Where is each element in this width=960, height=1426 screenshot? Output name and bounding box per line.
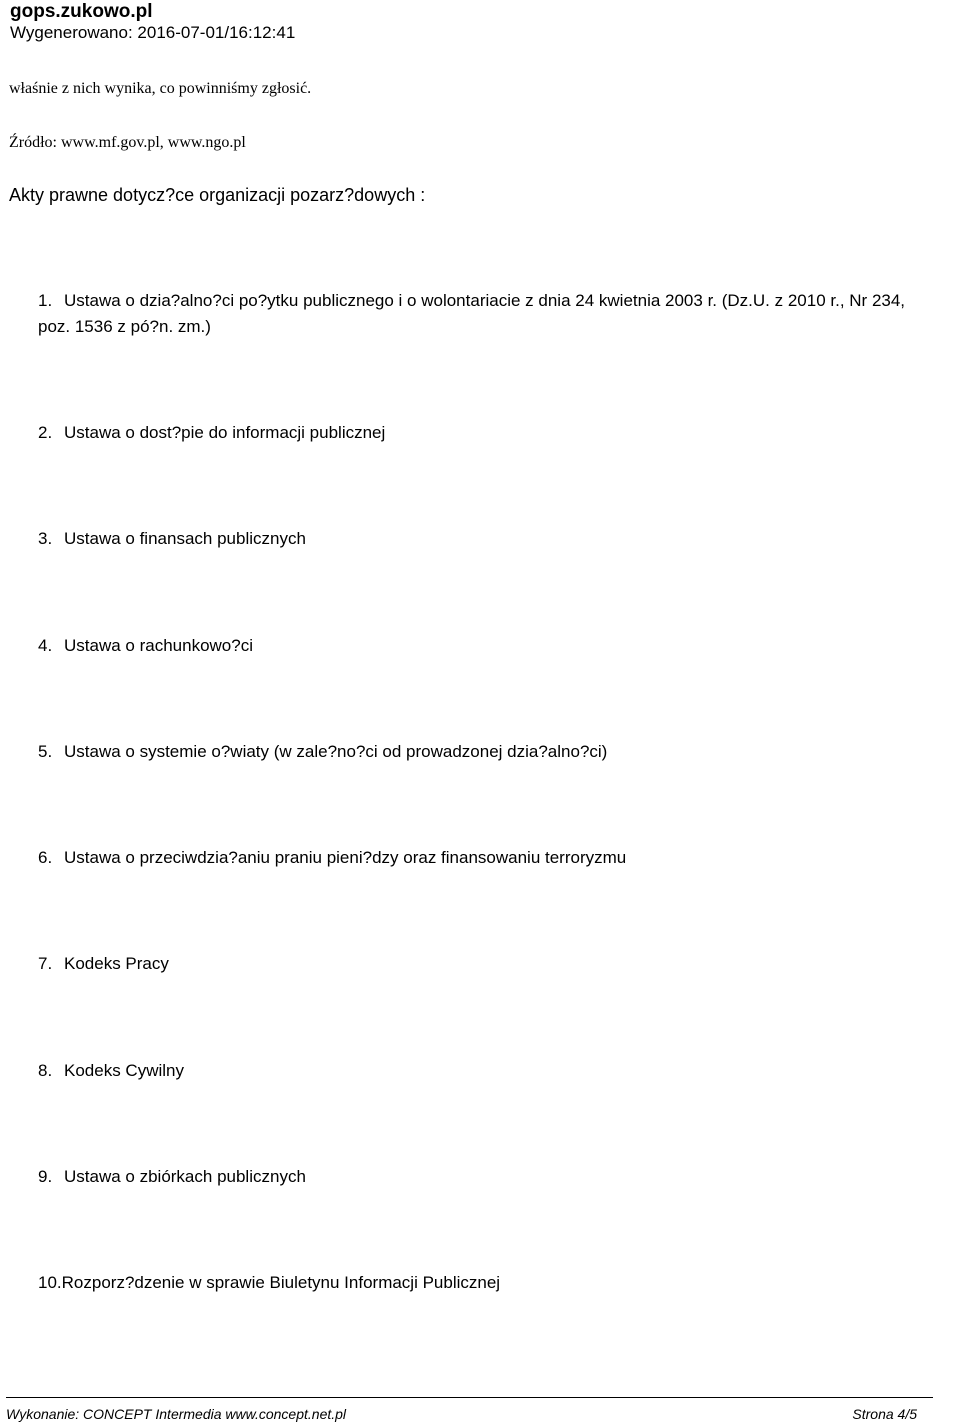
list-item xyxy=(38,526,306,552)
list-item-text: Ustawa o systemie o?wiaty (w zale?no?ci od prowadzonej dzia?alno?ci) xyxy=(64,742,608,761)
list-item xyxy=(38,951,169,977)
list-item xyxy=(38,1270,500,1296)
list-item-number: 5. xyxy=(38,742,53,761)
list-item-text: Ustawa o finansach publicznych xyxy=(64,529,306,548)
list-item-number: 1. xyxy=(38,291,53,310)
list-item xyxy=(38,288,918,340)
list-item-number: 8. xyxy=(38,1061,53,1080)
list-item-number: 9. xyxy=(38,1167,53,1186)
site-title: gops.zukowo.pl xyxy=(10,1,153,22)
list-item-number: 4. xyxy=(38,636,53,655)
generated-timestamp: Wygenerowano: 2016-07-01/16:12:41 xyxy=(10,23,296,42)
list-item-text: Ustawa o dzia?alno?ci po?ytku publicznego i o wolontariacie z dnia 24 kwietnia 2003 r. (Dz.U. z 2010 r., Nr 234, poz. 1536 z pó?n. zm.) xyxy=(38,291,906,336)
list-item-text: Ustawa o przeciwdzia?aniu praniu pieni?dzy oraz finansowaniu terroryzmu xyxy=(64,848,627,867)
list-item-number: 10. xyxy=(38,1273,62,1292)
list-item-number: 3. xyxy=(38,529,53,548)
list-item xyxy=(38,1058,184,1084)
page-number: Strona 4/5 xyxy=(852,1406,917,1422)
list-item xyxy=(38,420,385,446)
section-heading: Akty prawne dotycz?ce organizacji pozarz?dowych : xyxy=(9,185,426,205)
list-item xyxy=(38,633,253,659)
list-item-text: Ustawa o dost?pie do informacji publicznej xyxy=(64,423,386,442)
footer-credits: Wykonanie: CONCEPT Intermedia www.concept.net.pl xyxy=(6,1406,347,1422)
list-item-number: 6. xyxy=(38,848,53,867)
list-item-text: Kodeks Cywilny xyxy=(64,1061,184,1080)
list-item xyxy=(38,1164,306,1190)
list-item-text: Rozporz?dzenie w sprawie Biuletynu Informacji Publicznej xyxy=(61,1273,501,1292)
list-item-number: 2. xyxy=(38,423,53,442)
list-item-text: Kodeks Pracy xyxy=(64,954,169,973)
intro-text: właśnie z nich wynika, co powinniśmy zgłosić. xyxy=(9,80,312,97)
list-item-text: Ustawa o zbiórkach publicznych xyxy=(64,1167,306,1186)
list-item-number: 7. xyxy=(38,954,53,973)
list-item xyxy=(38,845,626,871)
list-item xyxy=(38,739,607,765)
footer-divider xyxy=(6,1397,933,1398)
source-text: Źródło: www.mf.gov.pl, www.ngo.pl xyxy=(9,134,246,151)
list-item-text: Ustawa o rachunkowo?ci xyxy=(64,636,253,655)
